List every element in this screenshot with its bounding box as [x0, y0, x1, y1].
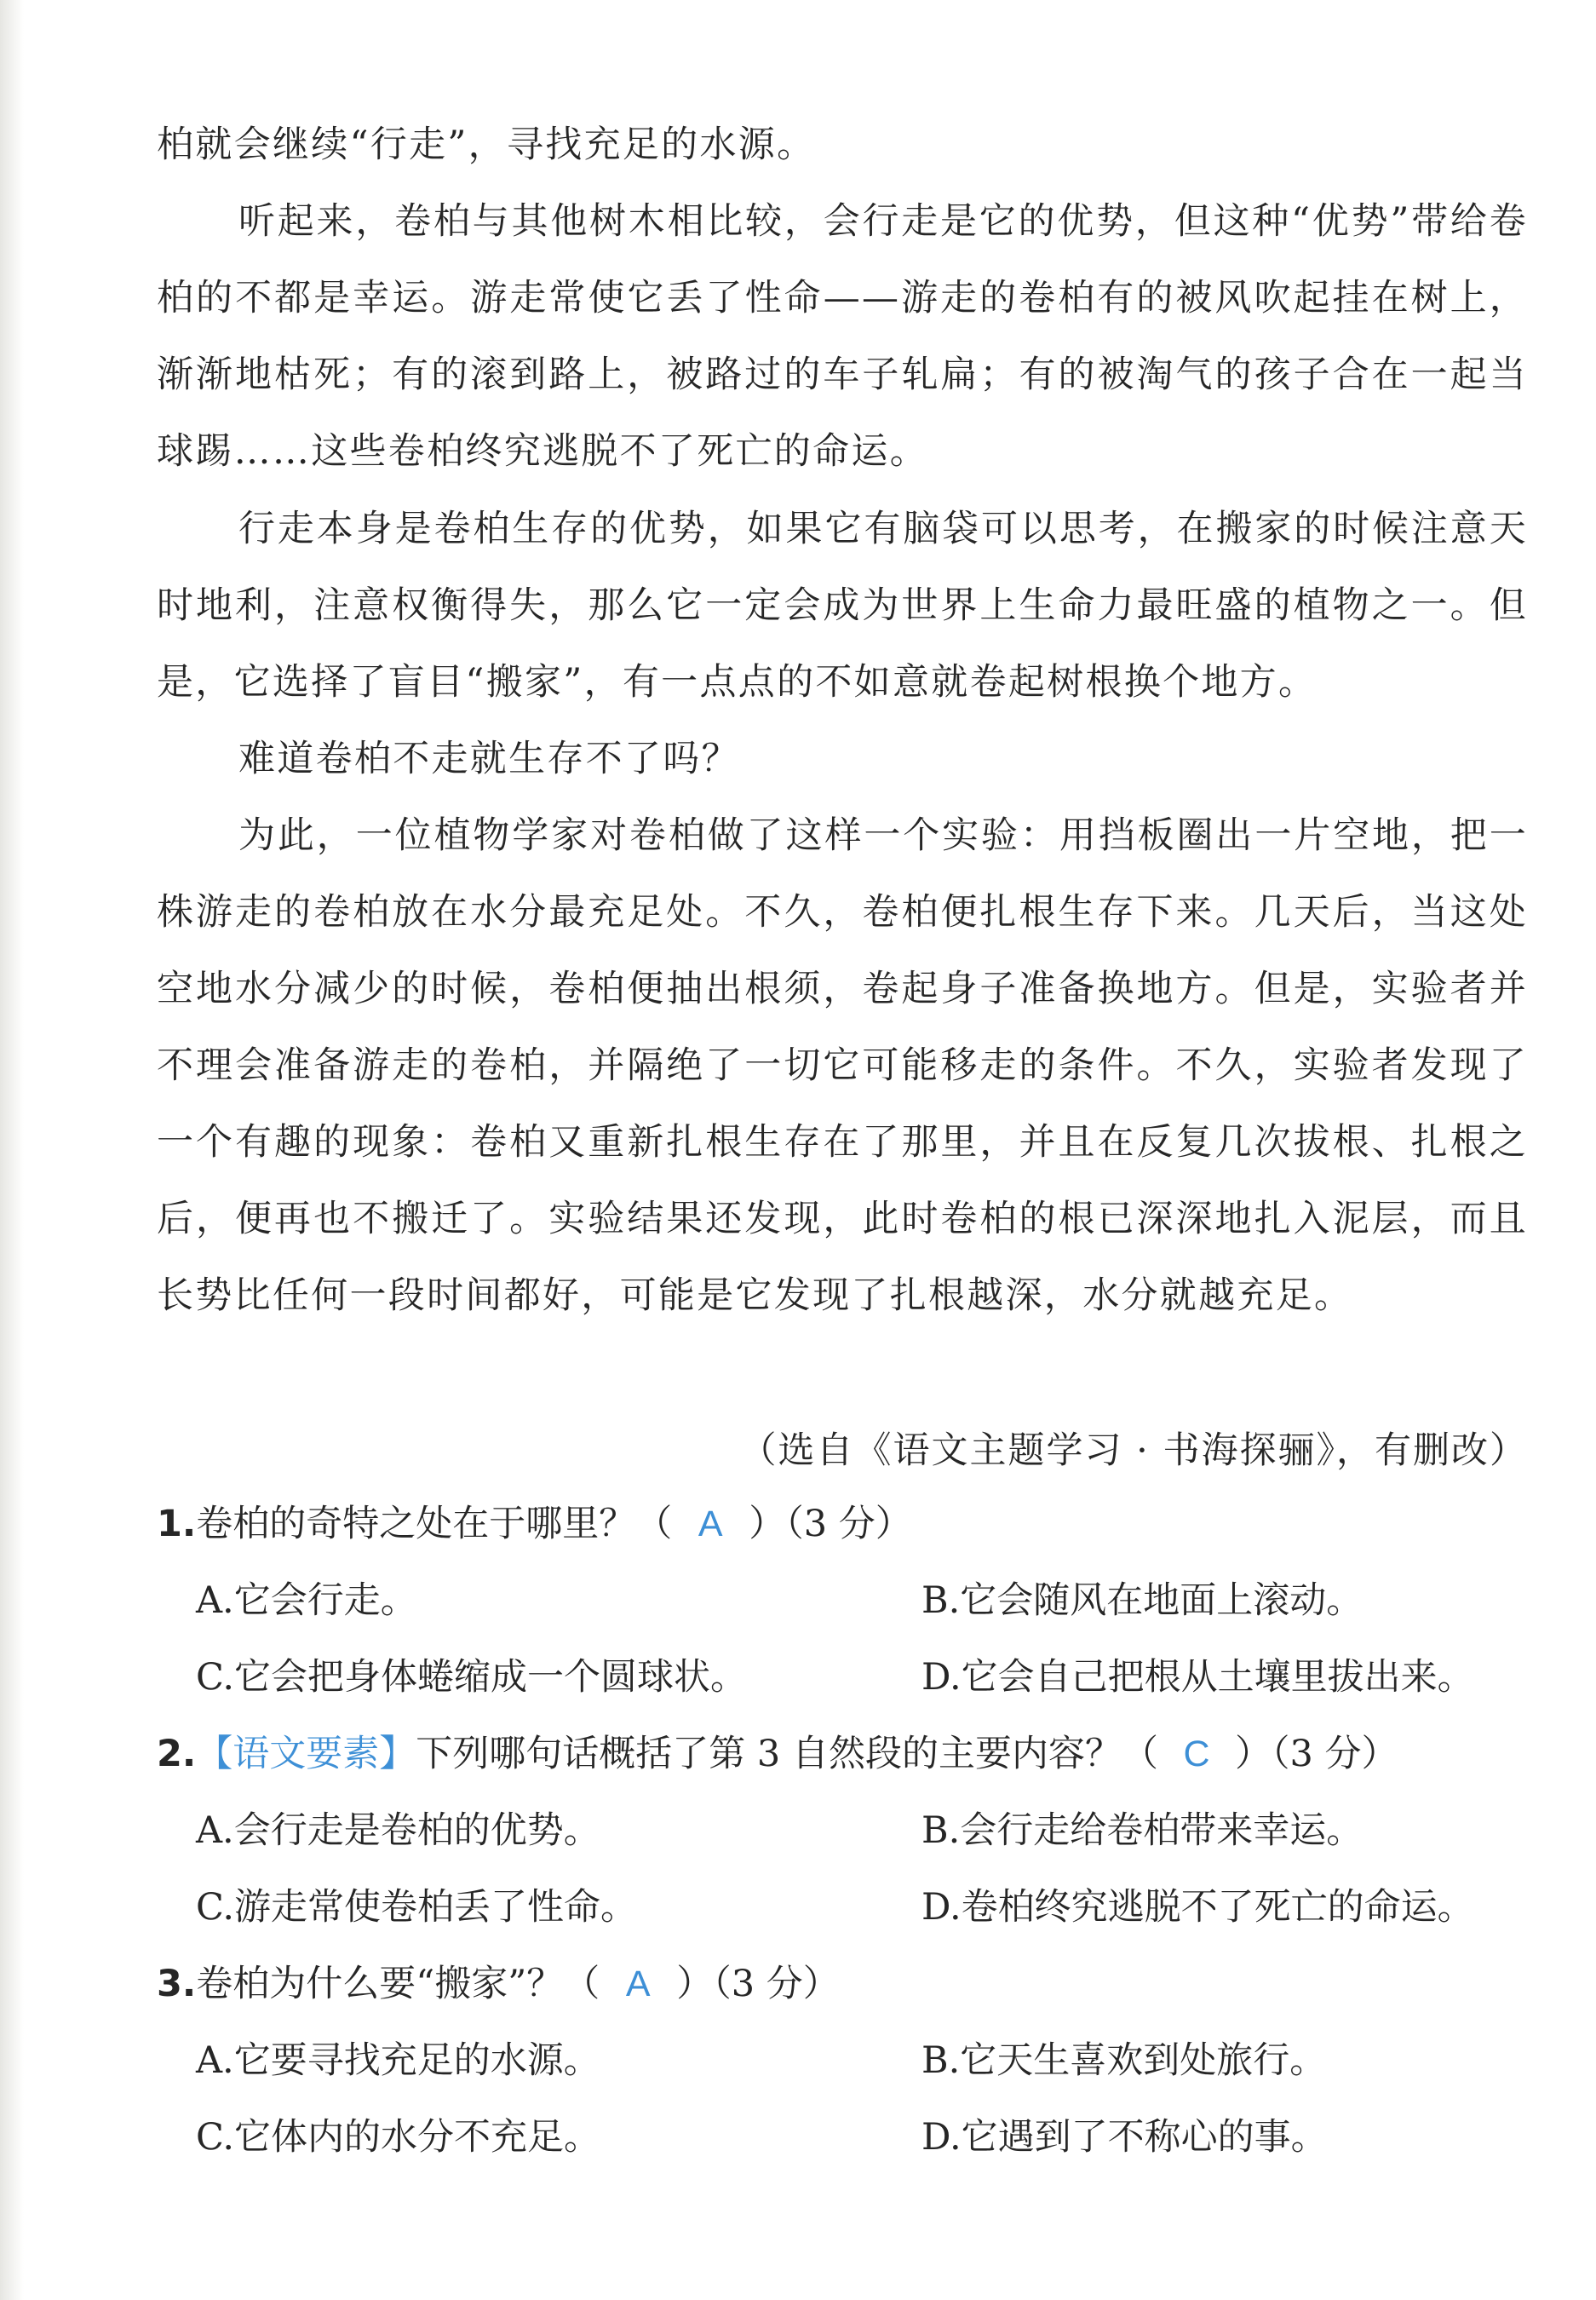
question-2	[157, 1716, 1536, 1792]
answer-blank[interactable]: A	[698, 1504, 723, 1544]
passage-source-citation: （选自《语文主题学习 · 书海探骊》，有删改）	[739, 1429, 1528, 1472]
question-1-option-a[interactable]: A.它会行走。	[196, 1579, 417, 1622]
question-1-option-b[interactable]: B.它会随风在地面上滚动。	[921, 1579, 1363, 1622]
passage-paragraph-1: 听起来，卷柏与其他树木相比较，会行走是它的优势，但这种“优势”带给卷柏的不都是幸运。游走常使它丢了性命——游走的卷柏有的被风吹起挂在树上，渐渐地枯死；有的滚到路上，被路过的车子轧扁；有的被淘气的孩子合在一起当球踢……这些卷柏终究逃脱不了死亡的命运。	[157, 200, 1528, 473]
question-tag-badge: 【语文要素】	[196, 1733, 416, 1775]
question-number: 3.	[157, 1963, 197, 2005]
question-stem: 卷柏的奇特之处在于哪里？（	[196, 1503, 673, 1545]
question-2-option-b[interactable]: B.会行走给卷柏带来幸运。	[921, 1809, 1363, 1852]
question-stem: 卷柏为什么要“搬家”？（	[196, 1963, 600, 2005]
question-1-option-d[interactable]: D.它会自己把根从土壤里拔出来。	[921, 1656, 1474, 1699]
question-3-option-a[interactable]: A.它要寻找充足的水源。	[196, 2039, 600, 2082]
question-number: 2.	[157, 1733, 197, 1775]
question-2-option-d[interactable]: D.卷柏终究逃脱不了死亡的命运。	[921, 1886, 1474, 1929]
question-1	[157, 1486, 1536, 1562]
question-3-option-d[interactable]: D.它遇到了不称心的事。	[921, 2116, 1328, 2159]
question-3-option-c[interactable]: C.它体内的水分不充足。	[196, 2116, 601, 2159]
question-3	[157, 1946, 1536, 2022]
answer-blank[interactable]: C	[1183, 1734, 1210, 1774]
question-score: ）（3 分）	[676, 1963, 840, 2005]
question-3-option-b[interactable]: B.它天生喜欢到处旅行。	[921, 2039, 1327, 2082]
passage-paragraph-4: 为此，一位植物学家对卷柏做了这样一个实验：用挡板圈出一片空地，把一株游走的卷柏放在水分最充足处。不久，卷柏便扎根生存下来。几天后，当这处空地水分减少的时候，卷柏便抽出根须，卷起身子准备换地方。但是，实验者并不理会准备游走的卷柏，并隔绝了一切它可能移走的条件。不久，实验者发现了一个有趣的现象：卷柏又重新扎根生存在了那里，并且在反复几次拔根、扎根之后，便再也不搬迁了。实验结果还发现，此时卷柏的根已深深地扎入泥层，而且长势比任何一段时间都好，可能是它发现了扎根越深，水分就越充足。	[157, 814, 1528, 1317]
page-fold-shadow	[0, 0, 24, 2300]
passage-paragraph-3: 难道卷柏不走就生存不了吗？	[238, 738, 740, 780]
passage-paragraph-2: 行走本身是卷柏生存的优势，如果它有脑袋可以思考，在搬家的时候注意天时地利，注意权衡得失，那么它一定会成为世界上生命力最旺盛的植物之一。但是，它选择了盲目“搬家”，有一点点的不如意就卷起树根换个地方。	[157, 508, 1528, 704]
passage-paragraph-0: 柏就会继续“行走”，寻找充足的水源。	[157, 124, 816, 166]
answer-blank[interactable]: A	[625, 1964, 651, 2004]
question-score: ）（3 分）	[1234, 1733, 1398, 1775]
question-score: ）（3 分）	[749, 1503, 912, 1545]
question-number: 1.	[157, 1503, 197, 1545]
question-1-option-c[interactable]: C.它会把身体蜷缩成一个圆球状。	[196, 1656, 748, 1699]
question-stem: 下列哪句话概括了第 3 自然段的主要内容？（	[416, 1733, 1158, 1775]
question-2-option-c[interactable]: C.游走常使卷柏丢了性命。	[196, 1886, 638, 1929]
question-2-option-a[interactable]: A.会行走是卷柏的优势。	[196, 1809, 600, 1852]
